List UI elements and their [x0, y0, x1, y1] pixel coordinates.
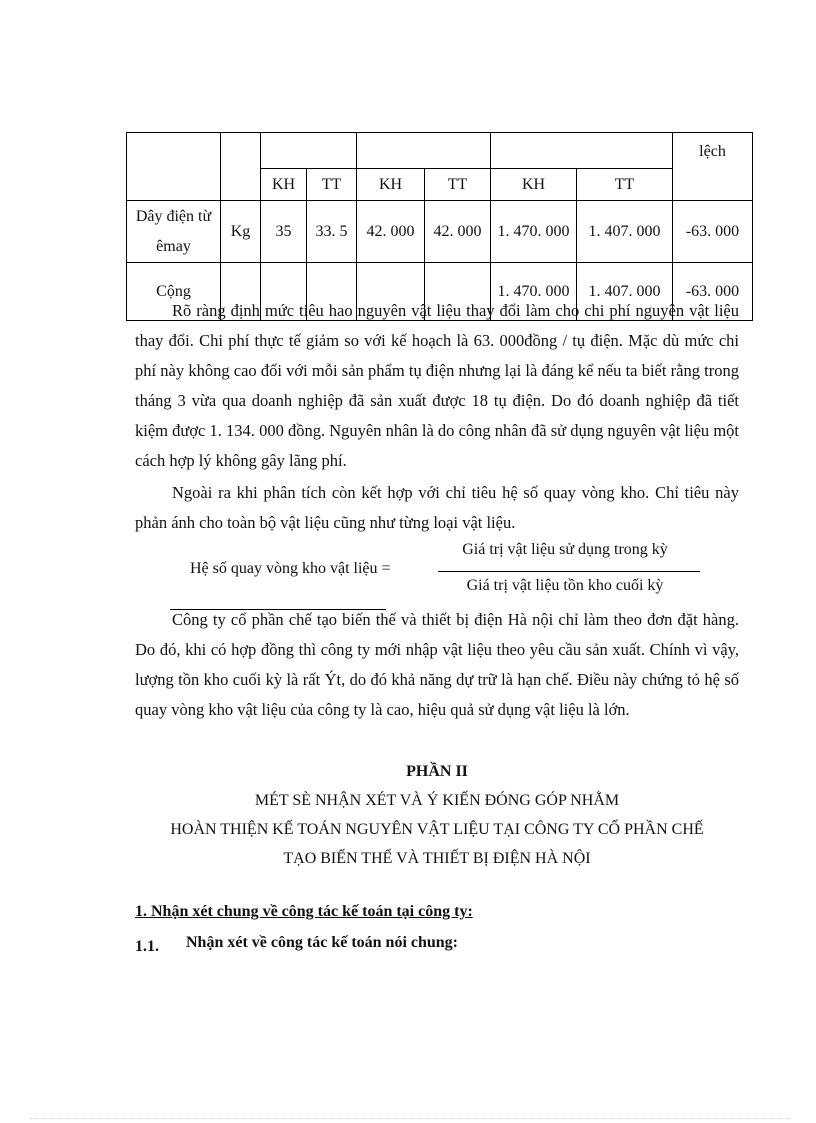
- header-empty-name: [127, 133, 221, 201]
- row1-qty-kh: 35: [261, 201, 307, 263]
- formula-numerator: Giá trị vật liệu sử dụng trong kỳ: [462, 541, 668, 558]
- formula-fraction-line: [438, 571, 700, 572]
- header-group-quantity: [261, 133, 357, 169]
- subheader-cost-tt: TT: [577, 169, 673, 201]
- header-empty-unit: [221, 133, 261, 201]
- paragraph-inventory: Công ty cổ phần chế tạo biến thế và thiết bị điện Hà nội chỉ làm theo đơn đặt hàng. Do đó, khi có hợp đồng thì công ty mới nhập vật liệu theo yêu cầu sản xuất. Chính vì vậy, lượng tồn kho cuối kỳ là rất Ýt, do đó khả năng dự trữ là hạn chế. Điều này chứng tỏ hệ số quay vòng kho vật liệu của công ty là cao, hiệu quả sử dụng vật liệu là lớn.: [135, 610, 739, 719]
- subheader-price-kh: KH: [357, 169, 425, 201]
- paragraph-cost-analysis: Rõ ràng định mức tiêu hao nguyên vật liệu thay đổi làm cho chi phí nguyên vật liệu thay đổi. Chi phí thực tế giảm so với kế hoạch là 63. 000đồng / tụ điện. Mặc dù mức chi phí này không cao đối với mỗi sản phẩm tụ điện nhưng lại là đáng kể nếu ta biết rằng trong tháng 3 vừa qua doanh nghiệp đã sản xuất được 18 tụ điện. Do đó doanh nghiệp đã tiết kiệm được 1. 134. 000 đồng. Nguyên nhân là do công nhân đã sử dụng nguyên vật liệu một cách hợp lý không gây lãng phí.: [135, 301, 739, 470]
- row1-unit: Kg: [221, 201, 261, 263]
- table-row: [127, 201, 753, 263]
- part-subtitle-line3: TẠO BIẾN THẾ VÀ THIẾT BỊ ĐIỆN HÀ NỘI: [283, 850, 591, 867]
- table-header-row: [127, 133, 753, 169]
- part-title: PHẦN II: [406, 763, 468, 780]
- row1-diff: -63. 000: [673, 201, 753, 263]
- row1-price-kh: 42. 000: [357, 201, 425, 263]
- section-number-1-1: 1.1.: [135, 938, 159, 955]
- section-heading-1: 1. Nhận xét chung về công tác kế toán tại công ty:: [135, 903, 473, 920]
- header-group-price: [357, 133, 491, 169]
- header-diff: lệch: [673, 133, 753, 201]
- header-group-cost: [491, 133, 673, 169]
- cost-comparison-table: [126, 132, 753, 321]
- formula-denominator: Giá trị vật liệu tồn kho cuối kỳ: [466, 577, 664, 594]
- row1-name: Dây điện từ êmay: [127, 201, 221, 263]
- formula-lhs: Hệ số quay vòng kho vật liệu =: [190, 560, 391, 577]
- part-subtitle-line2: HOÀN THIỆN KẾ TOÁN NGUYÊN VẬT LIỆU TẠI CÔNG TY CỔ PHẦN CHẾ: [170, 821, 704, 838]
- row2-name: Cộng: [127, 263, 221, 321]
- row2-cost-kh: 1. 470. 000: [491, 263, 577, 321]
- subheader-cost-kh: KH: [491, 169, 577, 201]
- subheader-qty-kh: KH: [261, 169, 307, 201]
- subheader-price-tt: TT: [425, 169, 491, 201]
- subheader-qty-tt: TT: [307, 169, 357, 201]
- page-bottom-divider: [30, 1118, 790, 1119]
- part-heading: [135, 757, 739, 873]
- row1-cost-kh: 1. 470. 000: [491, 201, 577, 263]
- row1-qty-tt: 33. 5: [307, 201, 357, 263]
- row2-diff: -63. 000: [673, 263, 753, 321]
- section-heading-1-1: Nhận xét về công tác kế toán nói chung:: [186, 934, 459, 951]
- part-subtitle-line1: MÉT SÈ NHẬN XÉT VÀ Ý KIẾN ĐÓNG GÓP NHẰM: [254, 792, 620, 809]
- row1-cost-tt: 1. 407. 000: [577, 201, 673, 263]
- row2-cost-tt: 1. 407. 000: [577, 263, 673, 321]
- row1-price-tt: 42. 000: [425, 201, 491, 263]
- paragraph-turnover-intro: Ngoài ra khi phân tích còn kết hợp với chỉ tiêu hệ số quay vòng kho. Chỉ tiêu này phản ánh cho toàn bộ vật liệu cũng như từng loại vật liệu.: [135, 483, 739, 532]
